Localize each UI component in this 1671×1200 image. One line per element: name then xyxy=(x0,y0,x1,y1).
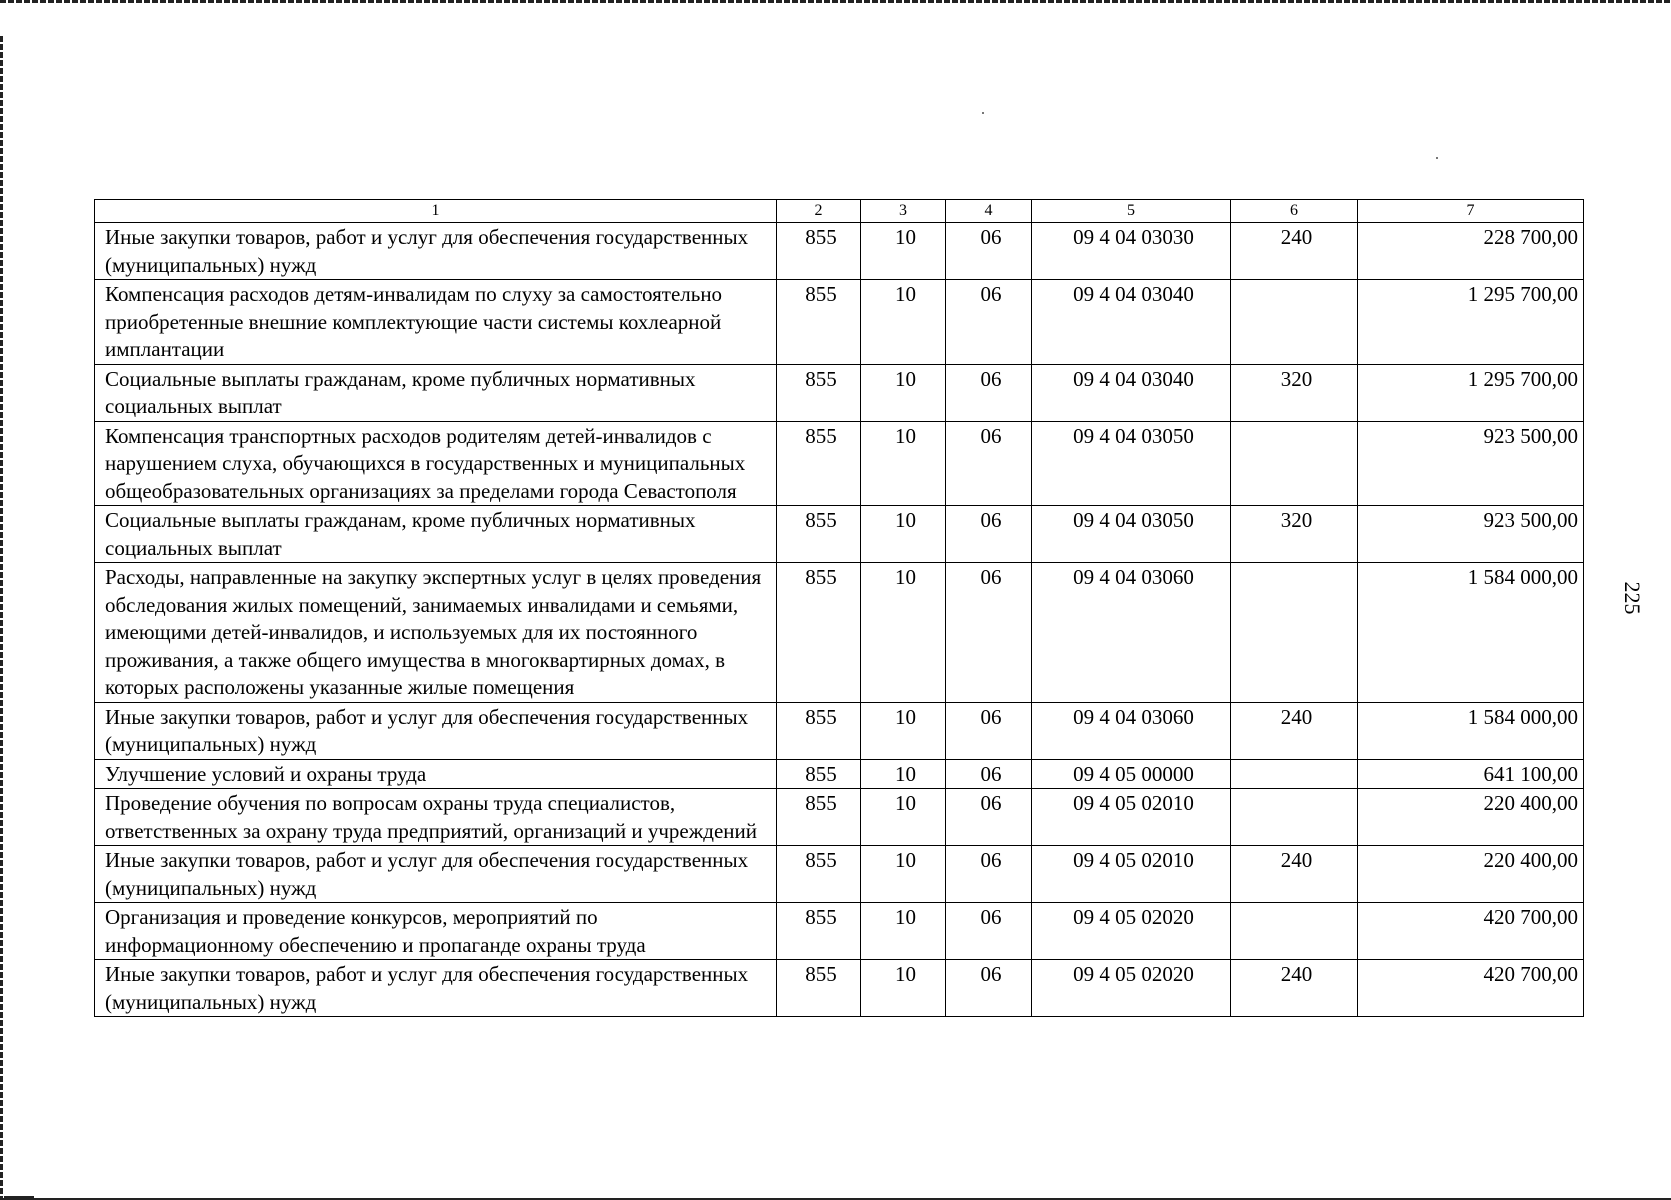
row-ved: 855 xyxy=(777,506,861,563)
row-rz: 10 xyxy=(861,903,946,960)
row-pr: 06 xyxy=(946,364,1032,421)
scan-speck xyxy=(982,112,984,114)
row-sum: 1 295 700,00 xyxy=(1358,364,1584,421)
row-name: Иные закупки товаров, работ и услуг для обеспечения государственных (муниципальных) нужд xyxy=(95,960,777,1017)
row-ved: 855 xyxy=(777,702,861,759)
row-csr: 09 4 05 02020 xyxy=(1032,960,1231,1017)
row-sum: 923 500,00 xyxy=(1358,506,1584,563)
row-rz: 10 xyxy=(861,789,946,846)
row-pr: 06 xyxy=(946,223,1032,280)
row-rz: 10 xyxy=(861,364,946,421)
row-ved: 855 xyxy=(777,903,861,960)
column-header: 5 xyxy=(1032,200,1231,223)
row-csr: 09 4 04 03060 xyxy=(1032,563,1231,703)
budget-table xyxy=(94,199,1584,1017)
row-csr: 09 4 04 03050 xyxy=(1032,421,1231,506)
row-pr: 06 xyxy=(946,846,1032,903)
row-rz: 10 xyxy=(861,421,946,506)
row-csr: 09 4 05 02010 xyxy=(1032,789,1231,846)
row-sum: 1 584 000,00 xyxy=(1358,563,1584,703)
row-name: Организация и проведение конкурсов, мероприятий по информационному обеспечению и пропаганде охраны труда xyxy=(95,903,777,960)
row-vr: 240 xyxy=(1231,702,1358,759)
row-name: Иные закупки товаров, работ и услуг для обеспечения государственных (муниципальных) нужд xyxy=(95,702,777,759)
row-pr: 06 xyxy=(946,789,1032,846)
scan-edge-bottom-mark xyxy=(4,1196,34,1199)
row-name: Компенсация транспортных расходов родителям детей-инвалидов с нарушением слуха, обучающихся в государственных и муниципальных общеобразовательных организациях за пределами города Севастополя xyxy=(95,421,777,506)
row-pr: 06 xyxy=(946,903,1032,960)
row-sum: 641 100,00 xyxy=(1358,759,1584,789)
row-vr: 240 xyxy=(1231,960,1358,1017)
row-name: Компенсация расходов детям-инвалидам по слуху за самостоятельно приобретенные внешние комплектующие части системы кохлеарной имплантации xyxy=(95,280,777,365)
row-rz: 10 xyxy=(861,280,946,365)
row-name: Иные закупки товаров, работ и услуг для обеспечения государственных (муниципальных) нужд xyxy=(95,846,777,903)
table-row xyxy=(95,280,1584,365)
row-name: Улучшение условий и охраны труда xyxy=(95,759,777,789)
scan-edge-left xyxy=(0,36,3,1200)
row-rz: 10 xyxy=(861,960,946,1017)
row-vr xyxy=(1231,563,1358,703)
row-name: Проведение обучения по вопросам охраны труда специалистов, ответственных за охрану труда предприятий, организаций и учреждений xyxy=(95,789,777,846)
row-sum: 420 700,00 xyxy=(1358,903,1584,960)
row-ved: 855 xyxy=(777,364,861,421)
row-sum: 228 700,00 xyxy=(1358,223,1584,280)
row-csr: 09 4 05 02010 xyxy=(1032,846,1231,903)
row-csr: 09 4 04 03060 xyxy=(1032,702,1231,759)
row-sum: 220 400,00 xyxy=(1358,789,1584,846)
row-sum: 1 584 000,00 xyxy=(1358,702,1584,759)
column-header: 6 xyxy=(1231,200,1358,223)
row-vr: 240 xyxy=(1231,223,1358,280)
row-ved: 855 xyxy=(777,960,861,1017)
row-vr xyxy=(1231,789,1358,846)
table-row xyxy=(95,759,1584,789)
row-csr: 09 4 04 03030 xyxy=(1032,223,1231,280)
row-ved: 855 xyxy=(777,563,861,703)
row-ved: 855 xyxy=(777,759,861,789)
row-vr xyxy=(1231,280,1358,365)
row-rz: 10 xyxy=(861,506,946,563)
table-row xyxy=(95,364,1584,421)
row-pr: 06 xyxy=(946,960,1032,1017)
column-header: 3 xyxy=(861,200,946,223)
table-header-row xyxy=(95,200,1584,223)
row-rz: 10 xyxy=(861,563,946,703)
row-ved: 855 xyxy=(777,421,861,506)
table-row xyxy=(95,506,1584,563)
row-rz: 10 xyxy=(861,846,946,903)
table-row xyxy=(95,903,1584,960)
row-ved: 855 xyxy=(777,789,861,846)
column-header: 4 xyxy=(946,200,1032,223)
row-csr: 09 4 05 02020 xyxy=(1032,903,1231,960)
row-csr: 09 4 04 03040 xyxy=(1032,280,1231,365)
row-csr: 09 4 05 00000 xyxy=(1032,759,1231,789)
table-row xyxy=(95,223,1584,280)
row-ved: 855 xyxy=(777,280,861,365)
table-row xyxy=(95,702,1584,759)
row-vr xyxy=(1231,759,1358,789)
page-number: 225 xyxy=(1620,581,1645,615)
row-rz: 10 xyxy=(861,702,946,759)
row-ved: 855 xyxy=(777,846,861,903)
row-pr: 06 xyxy=(946,563,1032,703)
column-header: 7 xyxy=(1358,200,1584,223)
row-name: Иные закупки товаров, работ и услуг для обеспечения государственных (муниципальных) нужд xyxy=(95,223,777,280)
row-vr: 320 xyxy=(1231,364,1358,421)
table-row xyxy=(95,563,1584,703)
table-row xyxy=(95,789,1584,846)
row-pr: 06 xyxy=(946,759,1032,789)
table-row xyxy=(95,421,1584,506)
row-vr xyxy=(1231,903,1358,960)
row-pr: 06 xyxy=(946,421,1032,506)
row-pr: 06 xyxy=(946,280,1032,365)
row-ved: 855 xyxy=(777,223,861,280)
column-header: 2 xyxy=(777,200,861,223)
row-rz: 10 xyxy=(861,223,946,280)
row-name: Социальные выплаты гражданам, кроме публичных нормативных социальных выплат xyxy=(95,506,777,563)
row-name: Социальные выплаты гражданам, кроме публичных нормативных социальных выплат xyxy=(95,364,777,421)
row-vr xyxy=(1231,421,1358,506)
row-vr: 240 xyxy=(1231,846,1358,903)
row-csr: 09 4 04 03040 xyxy=(1032,364,1231,421)
row-rz: 10 xyxy=(861,759,946,789)
row-sum: 220 400,00 xyxy=(1358,846,1584,903)
row-pr: 06 xyxy=(946,506,1032,563)
row-sum: 1 295 700,00 xyxy=(1358,280,1584,365)
table-row xyxy=(95,846,1584,903)
table-row xyxy=(95,960,1584,1017)
row-pr: 06 xyxy=(946,702,1032,759)
column-header: 1 xyxy=(95,200,777,223)
row-sum: 923 500,00 xyxy=(1358,421,1584,506)
scan-speck xyxy=(1436,157,1438,159)
scan-edge-top xyxy=(0,0,1671,3)
row-name: Расходы, направленные на закупку экспертных услуг в целях проведения обследования жилых помещений, занимаемых инвалидами и семьями, имеющими детей-инвалидов, и используемых для их постоянного проживания, а также общего имущества в многоквартирных домах, в которых расположены указанные жилые помещения xyxy=(95,563,777,703)
row-csr: 09 4 04 03050 xyxy=(1032,506,1231,563)
row-vr: 320 xyxy=(1231,506,1358,563)
row-sum: 420 700,00 xyxy=(1358,960,1584,1017)
